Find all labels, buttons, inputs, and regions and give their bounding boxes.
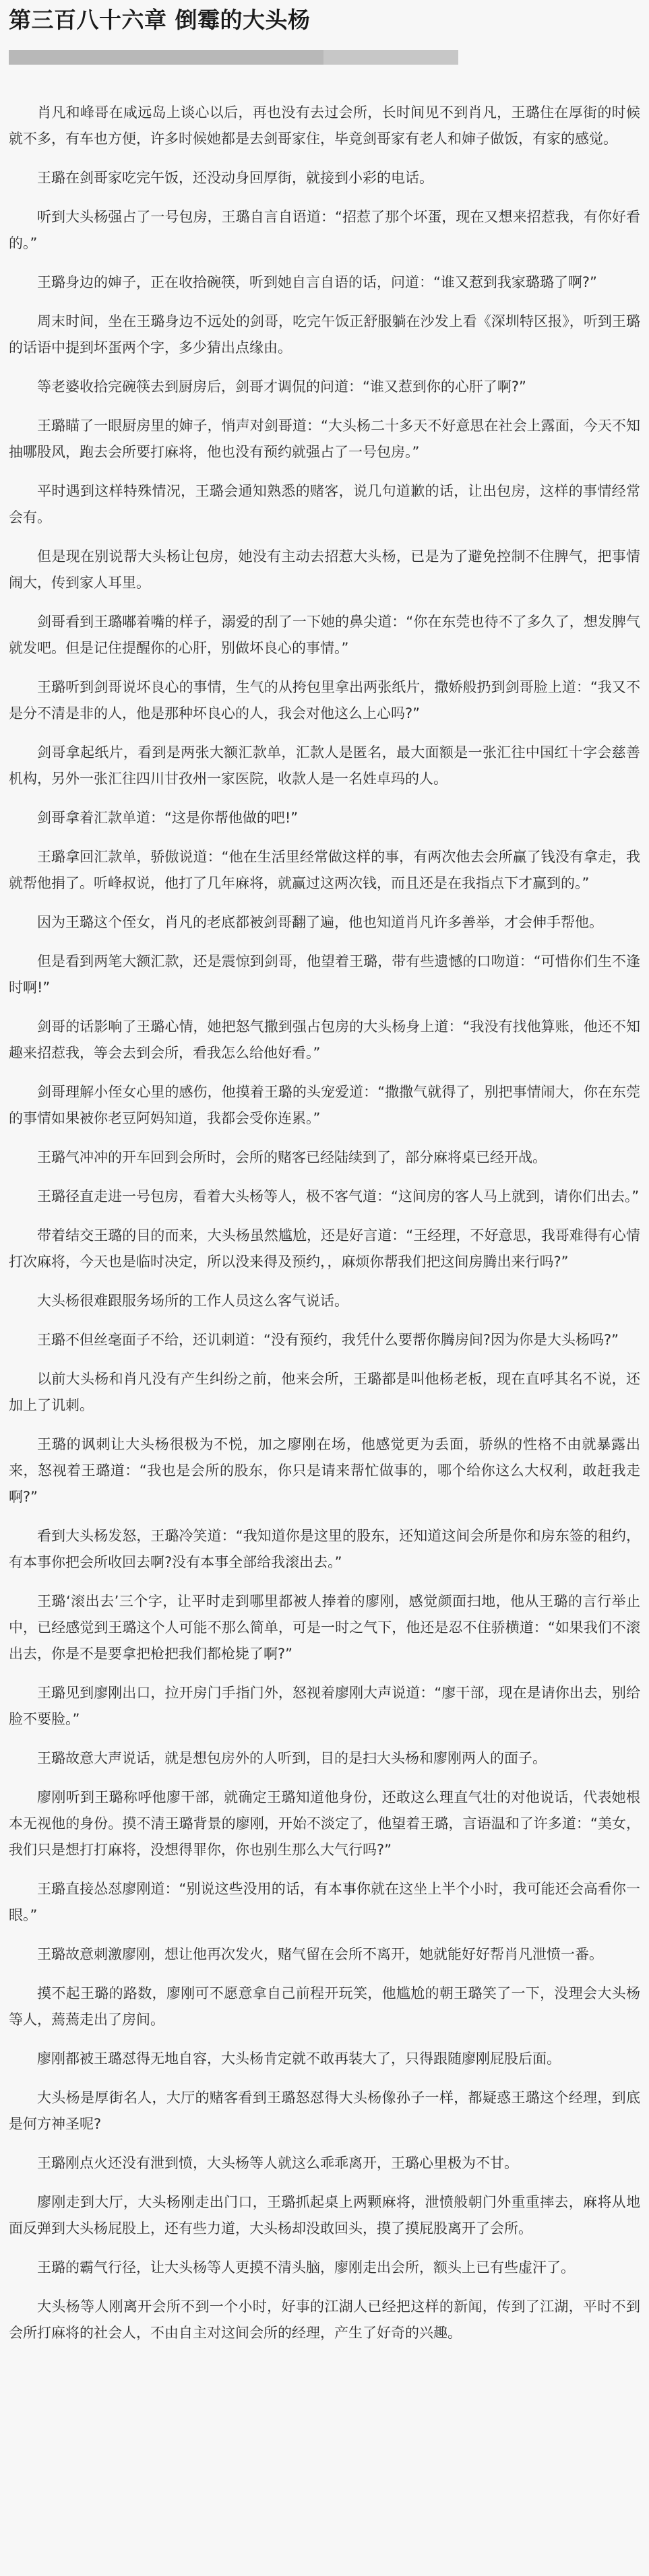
paragraph: 听到大头杨强占了一号包房，王璐自言自语道：“招惹了那个坏蛋，现在又想来招惹我，有你好看的。” [9,209,640,251]
paragraph: 王璐听到剑哥说坏良心的事情，生气的从挎包里拿出两张纸片，撒娇般扔到剑哥脸上道：“我又不是分不清是非的人，他是那种坏良心的人，我会对他这么上心吗?” [9,679,640,721]
paragraph: 等老婆收拾完碗筷去到厨房后，剑哥才调侃的问道：“谁又惹到你的心肝了啊?” [37,379,526,395]
paragraph: 以前大头杨和肖凡没有产生纠纷之前，他来会所，王璐都是叫他杨老板，现在直呼其名不说，还加上了讥刺。 [9,1371,640,1413]
paragraph: 剑哥拿起纸片，看到是两张大额汇款单，汇款人是匿名，最大面额是一张汇往中国红十字会慈善机构，另外一张汇往四川甘孜州一家医院，收款人是一名姓卓玛的人。 [9,744,640,787]
paragraph: 王璐身边的婶子，正在收拾碗筷，听到她自言自语的话，问道：“谁又惹到我家璐璐了啊?” [37,274,597,290]
paragraph: 平时遇到这样特殊情况，王璐会通知熟悉的赌客，说几句道歉的话，让出包房，这样的事情经常会有。 [9,483,640,525]
paragraph: 但是看到两笔大额汇款，还是震惊到剑哥，他望着王璐，带有些遗憾的口吻道：“可惜你们生不逢时啊!” [9,953,640,996]
paragraph: 廖刚都被王璐怼得无地自容，大头杨肯定就不敢再装大了，只得跟随廖刚屁股后面。 [37,2051,561,2067]
paragraph: 剑哥拿着汇款单道：“这是你帮他做的吧!” [37,810,299,826]
paragraph: 大头杨是厚街名人，大厅的赌客看到王璐怒怼得大头杨像孙子一样，都疑惑王璐这个经理，到底是何方神圣呢? [9,2090,640,2132]
chapter-title: 第三百八十六章 倒霉的大头杨 [9,7,311,33]
paragraph: 王璐径直走进一号包房，看着大头杨等人，极不客气道：“这间房的客人马上就到，请你们出去。” [37,1188,640,1204]
paragraph: 王璐不但丝毫面子不给，还讥刺道：“没有预约，我凭什么要帮你腾房间?因为你是大头杨吗?” [37,1332,619,1348]
paragraph: 剑哥理解小侄女心里的感伤，他摸着王璐的头宠爱道：“撒撒气就得了，别把事情闹大，你在东莞的事情如果被你老豆阿妈知道，我都会受你连累。” [9,1084,640,1126]
paragraph: 王璐气冲冲的开车回到会所时，会所的赌客已经陆续到了，部分麻将桌已经开战。 [37,1149,547,1165]
paragraph: 但是现在别说帮大头杨让包房，她没有主动去招惹大头杨，已是为了避免控制不住脾气，把事情闹大，传到家人耳里。 [9,548,640,591]
paragraph: 王璐直接怂怼廖刚道：“别说这些没用的话，有本事你就在这坐上半个小时，我可能还会高看你一眼。” [9,1881,640,1923]
paragraph: 王璐在剑哥家吃完午饭，还没动身回厚街，就接到小彩的电话。 [37,170,433,186]
paragraph: 剑哥的话影响了王璐心情，她把怒气撒到强占包房的大头杨身上道：“我没有找他算账，他还不知趣来招惹我，等会去到会所，看我怎么给他好看。” [9,1019,640,1061]
paragraph: 廖刚走到大厅，大头杨刚走出门口，王璐抓起桌上两颗麻将，泄愤般朝门外重重摔去，麻将从地面反弹到大头杨屁股上，还有些力道，大头杨却没敢回头，摸了摸屁股离开了会所。 [9,2194,640,2236]
paragraph: 大头杨等人刚离开会所不到一个小时，好事的江湖人已经把这样的新闻，传到了江湖，平时不到会所打麻将的社会人，不由自主对这间会所的经理，产生了好奇的兴趣。 [9,2298,640,2341]
paragraph: 摸不起王璐的路数，廖刚可不愿意拿自己前程开玩笑，他尴尬的朝王璐笑了一下，没理会大头杨等人，蔫蔫走出了房间。 [9,1985,640,2028]
reading-progress-fill [9,50,323,65]
paragraph: 带着结交王璐的目的而来，大头杨虽然尴尬，还是好言道：“王经理，不好意思，我哥难得有心情打次麻将，今天也是临时决定，所以没来得及预约，，麻烦你帮我们把这间房腾出来行吗?” [9,1227,640,1270]
paragraph: 王璐刚点火还没有泄到愤，大头杨等人就这么乖乖离开，王璐心里极为不甘。 [37,2155,518,2171]
paragraph: 大头杨很难跟服务场所的工作人员这么客气说话。 [37,1293,348,1309]
paragraph: 因为王璐这个侄女，肖凡的老底都被剑哥翻了遍，他也知道肖凡许多善举，才会伸手帮他。 [37,914,603,930]
paragraph: 周末时间，坐在王璐身边不远处的剑哥，吃完午饭正舒服躺在沙发上看《深圳特区报》，听到王璐的话语中提到坏蛋两个字，多少猜出点缘由。 [9,313,640,356]
paragraph: 看到大头杨发怒，王璐冷笑道：“我知道你是这里的股东，还知道这间会所是你和房东签的租约，有本事你把会所收回去啊?没有本事全部给我滚出去。” [9,1528,640,1570]
paragraph: 肖凡和峰哥在咸远岛上谈心以后，再也没有去过会所，长时间见不到肖凡，王璐住在厚街的时候就不多，有车也方便，许多时候她都是去剑哥家住，毕竟剑哥家有老人和婶子做饭，有家的感觉。 [9,104,640,147]
paragraph: 廖刚听到王璐称呼他廖干部，就确定王璐知道他身份，还敢这么理直气壮的对他说话，代表她根本无视他的身份。摸不清王璐背景的廖刚，开始不淡定了，他望着王璐，言语温和了许多道：“美女，我们只是想打打麻将，没想得罪你，你也别生那么大气行吗?” [9,1789,640,1858]
chapter-body [9,100,640,2346]
paragraph: 王璐的霸气行径，让大头杨等人更摸不清头脑，廖刚走出会所，额头上已有些虚汗了。 [37,2259,575,2276]
paragraph: 王璐的讽刺让大头杨很极为不悦，加之廖刚在场，他感觉更为丢面，骄纵的性格不由就暴露出来，怒视着王璐道：“我也是会所的股东，你只是请来帮忙做事的，哪个给你这么大权利，敢赶我走啊?” [9,1436,640,1505]
paragraph: 王璐故意大声说话，就是想包房外的人听到，目的是扫大头杨和廖刚两人的面子。 [37,1750,547,1766]
paragraph: 剑哥看到王璐嘟着嘴的样子，溺爱的刮了一下她的鼻尖道：“你在东莞也待不了多久了，想发脾气就发吧。但是记住提醒你的心肝，别做坏良心的事情。” [9,614,640,656]
paragraph: 王璐瞄了一眼厨房里的婶子，悄声对剑哥道：“大头杨二十多天不好意思在社会上露面，今天不知抽哪股风，跑去会所要打麻将，他也没有预约就强占了一号包房。” [9,418,640,460]
paragraph: 王璐故意刺激廖刚，想让他再次发火，赌气留在会所不离开，她就能好好帮肖凡泄愤一番。 [37,1946,603,1962]
paragraph: 王璐见到廖刚出口，拉开房门手指门外，怒视着廖刚大声说道：“廖干部，现在是请你出去，别给脸不要脸。” [9,1685,640,1727]
paragraph: 王璐‘滚出去’三个字，让平时走到哪里都被人捧着的廖刚，感觉颜面扫地，他从王璐的言行举止中，已经感觉到王璐这个人可能不那么简单，可是一时之气下，他还是忍不住骄横道：“如果我们不滚出去，你是不是要拿把枪把我们都枪毙了啊?” [9,1593,640,1662]
reading-progress-bar[interactable] [9,50,458,65]
paragraph: 王璐拿回汇款单，骄傲说道：“他在生活里经常做这样的事，有两次他去会所赢了钱没有拿走，我就帮他捐了。听峰叔说，他打了几年麻将，就赢过这两次钱，而且还是在我指点下才赢到的。” [9,849,640,891]
